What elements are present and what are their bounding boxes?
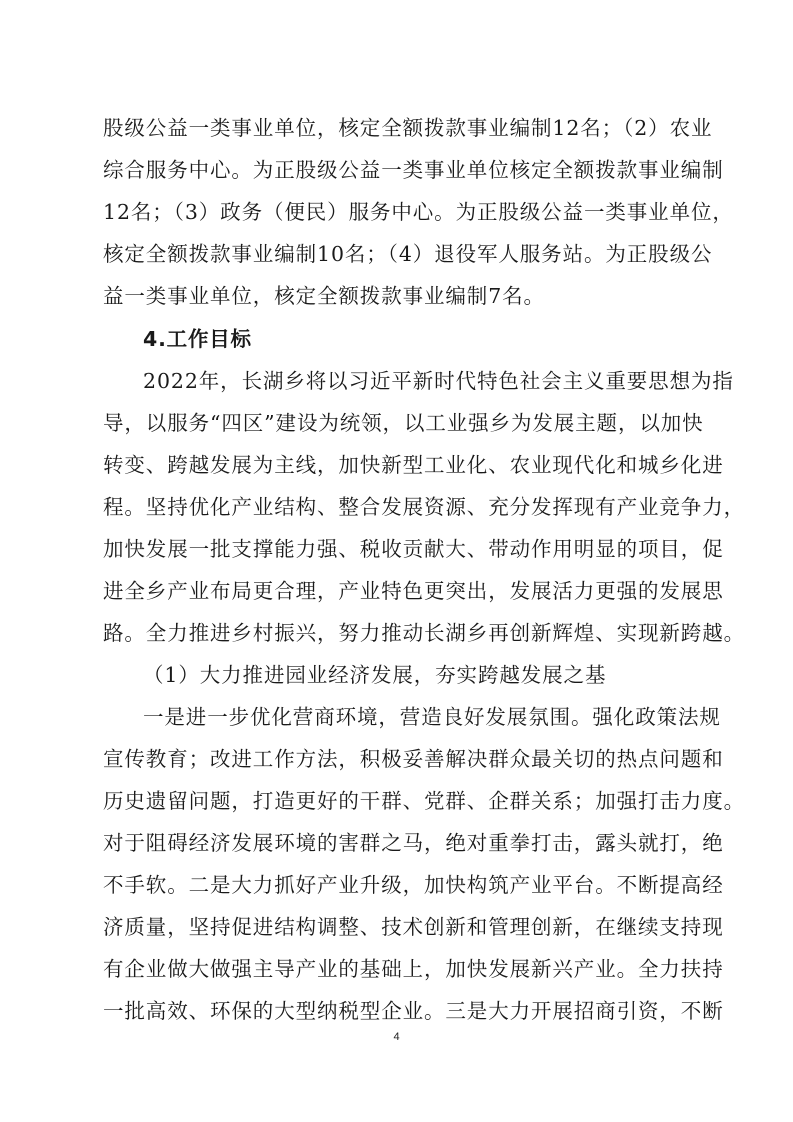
- text-line: 历史遗留问题，打造更好的干群、党群、企群关系；加强打击力度。: [103, 789, 745, 813]
- text-line: 对于阻碍经济发展环境的害群之马，绝对重拳打击，露头就打，绝: [103, 831, 724, 855]
- paragraph-first-line: 一是进一步优化营商环境，营造良好发展氛围。强化政策法规: [143, 705, 721, 729]
- text-line: 导，以服务“四区”建设为统领，以工业强乡为发展主题，以加快: [103, 411, 704, 435]
- text-line: 股级公益一类事业单位，核定全额拨款事业编制12名；（2）农业: [103, 116, 713, 140]
- text-line: 济质量，坚持促进结构调整、技术创新和管理创新，在继续支持现: [103, 915, 724, 939]
- text-line: 宣传教育；改进工作方法，积极妥善解决群众最关切的热点问题和: [103, 747, 724, 771]
- text-line: 进全乡产业布局更合理，产业特色更突出，发展活力更强的发展思: [103, 579, 724, 603]
- text-line: 综合服务中心。为正股级公益一类事业单位核定全额拨款事业编制: [103, 158, 724, 182]
- text-line: 不手软。二是大力抓好产业升级，加快构筑产业平台。不断提高经: [103, 873, 724, 897]
- text-line: 加快发展一批支撑能力强、税收贡献大、带动作用明显的项目，促: [103, 537, 724, 561]
- subsection-heading: （1）大力推进园业经济发展，夯实跨越发展之基: [143, 663, 607, 687]
- text-line: 转变、跨越发展为主线，加快新型工业化、农业现代化和城乡化进: [103, 453, 724, 477]
- paragraph-first-line: 2022年，长湖乡将以习近平新时代特色社会主义重要思想为指: [143, 369, 734, 393]
- text-line: 一批高效、环保的大型纳税型企业。三是大力开展招商引资，不断: [103, 999, 724, 1023]
- text-line: 路。全力推进乡村振兴，努力推动长湖乡再创新辉煌、实现新跨越。: [103, 621, 745, 645]
- text-line: 12名；（3）政务（便民）服务中心。为正股级公益一类事业单位，: [103, 200, 734, 224]
- text-line: 程。坚持优化产业结构、整合发展资源、充分发挥现有产业竞争力，: [103, 495, 745, 519]
- section-heading: 4.工作目标: [143, 327, 252, 351]
- text-line: 益一类事业单位，核定全额拨款事业编制7名。: [103, 284, 545, 308]
- text-line: 有企业做大做强主导产业的基础上，加快发展新兴产业。全力扶持: [103, 957, 724, 981]
- text-line: 核定全额拨款事业编制10名；（4）退役军人服务站。为正股级公: [103, 242, 713, 266]
- page-number: 4: [393, 1031, 400, 1043]
